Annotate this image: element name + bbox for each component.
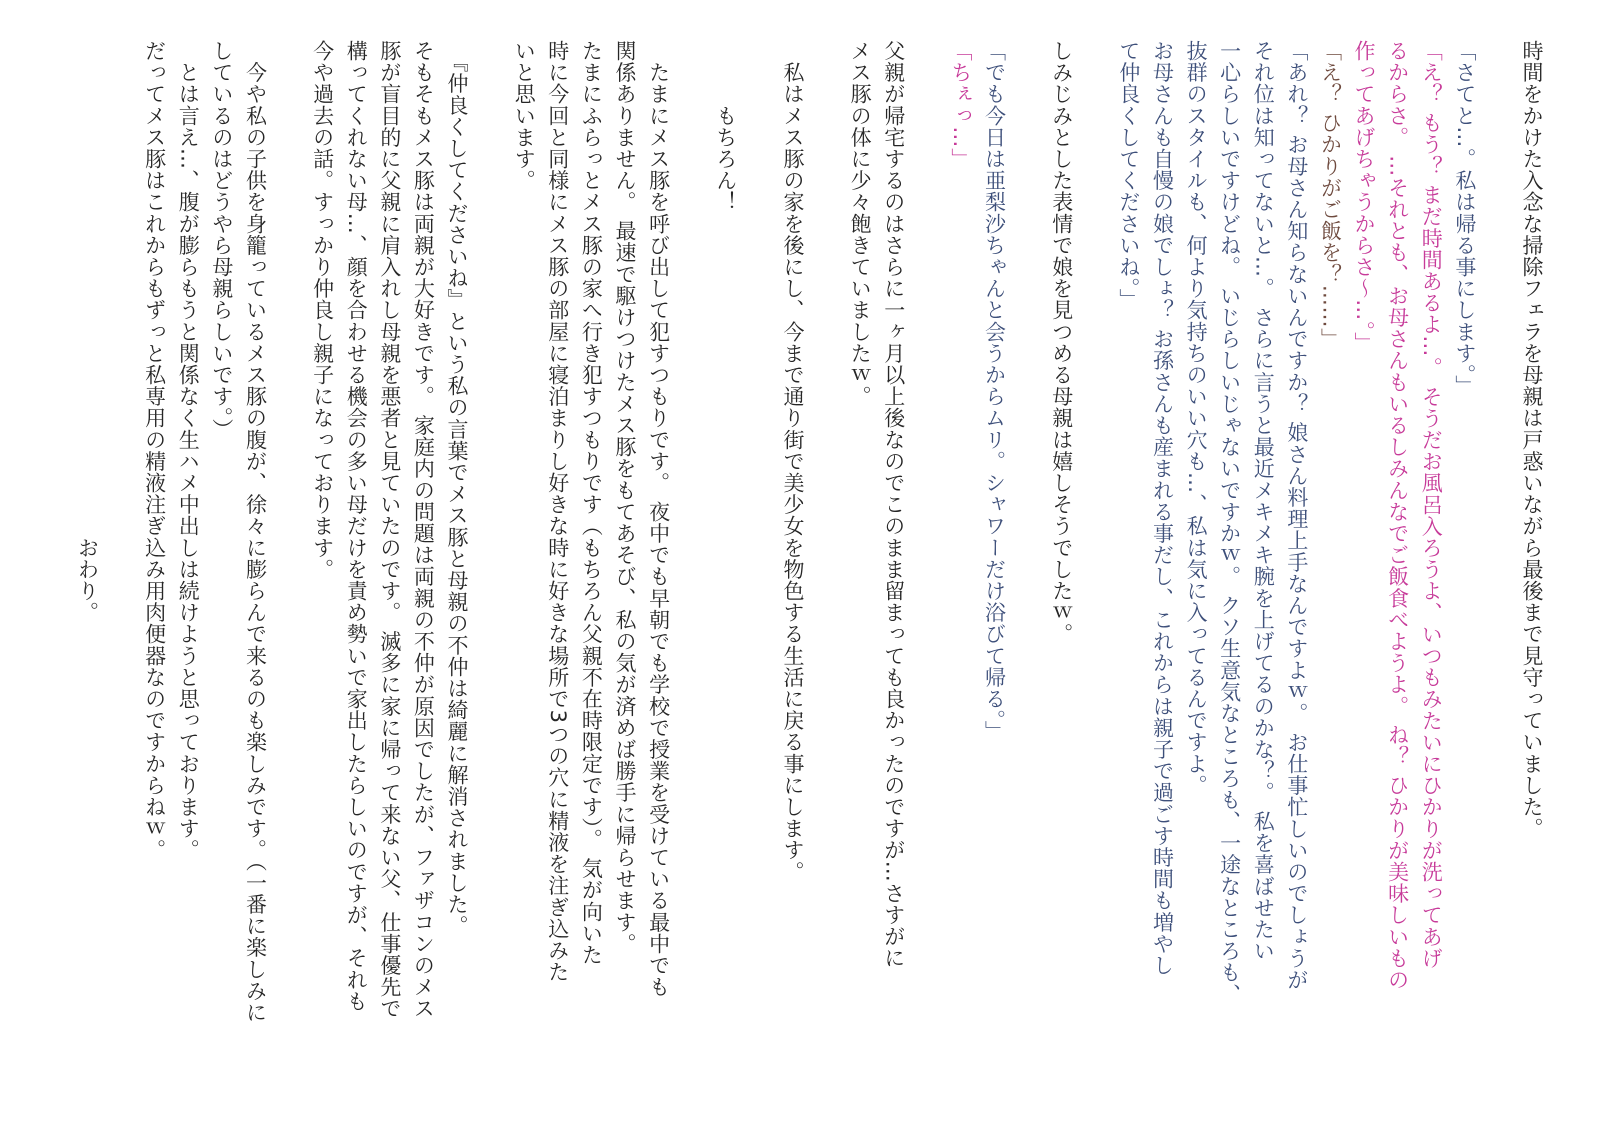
text-line: いと思います。 <box>512 40 537 192</box>
dialogue-line-mother: お母さんも自慢の娘でしょ？ お孫さんも産まれる事だし、これからは親子で過ごす時間も増やし <box>1150 40 1175 977</box>
ending-text: おわり。 <box>75 40 100 624</box>
text-line: そもそもメス豚は両親が大好きです。 家庭内の問題は両親の不仲が原因でしたが、ファザコンのメス <box>411 40 436 1020</box>
blank-line <box>271 40 305 1100</box>
text-line: たまにメス豚を呼び出して犯すつもりです。 夜中でも早朝でも学校で授業を受けている最中でも <box>646 40 671 998</box>
text-line: しみじみとした表情で娘を見つめる母親は嬉しそうでしたｗ。 <box>1049 40 1074 645</box>
text-line: 今や私の子供を身籠っているメス豚の腹が、徐々に膨らんで来るのも楽しみです。（一番に楽しみに <box>243 40 268 1024</box>
text-line: 父親が帰宅するのはさらに一ヶ月以上後なのでこのまま留まっても良かったのですが…さすがに <box>881 40 906 969</box>
text-line: 豚が盲目的に父親に肩入れし母親を悪者と見ていたのです。 滅多に家に帰って来ない父、仕事優先で <box>377 40 402 1020</box>
dialogue-line-daughter: 「え？ もう？ まだ時間あるよ…。 そうだお風呂入ろうよ、いつもみたいにひかりが洗ってあげ <box>1419 40 1444 970</box>
text-line: 時間をかけた入念な掃除フェラを母親は戸惑いながら最後まで見守っていました。 <box>1520 40 1544 840</box>
dialogue-line-mother: 抜群のスタイルも、何より気持ちのいい穴も…、私は気に入ってるんですよ。 <box>1184 40 1209 796</box>
blank-line <box>1011 40 1045 1100</box>
dialogue-line-mother: 一心らしいですけどね。 いじらしいじゃないですかｗ。 クソ生意気なところも、一途なところも、 <box>1217 40 1242 1005</box>
blank-line <box>1078 40 1112 1100</box>
text-line: たまにふらっとメス豚の家へ行き犯すつもりです（もちろん父親不在時限定です）。 気が向いた <box>579 40 604 966</box>
dialogue-line-mother: て仲良くしてくださいね。」 <box>1116 40 1141 311</box>
blank-line <box>742 40 776 1100</box>
dialogue-line-mother: 「でも今日は亜梨沙ちゃんと会うからムリ。シャワーだけ浴びて帰る。」 <box>982 40 1007 743</box>
dialogue-line-mother: 「さてと…。私は帰る事にします。」 <box>1452 40 1477 397</box>
text-line: メス豚の体に少々飽きていましたｗ。 <box>848 40 873 408</box>
text-line: 構ってくれない母…、顔を合わせる機会の多い母だけを責め勢いで家出したらしいのですが、それも <box>344 40 369 1012</box>
dialogue-line-daughter: るからさ。 …それとも、お母さんもいるしみんなでご飯食べようよ。 ね？ ひかりが美味しいもの <box>1385 40 1410 991</box>
blank-line <box>103 40 137 1100</box>
blank-line <box>675 40 709 1100</box>
text-line: もちろん！ <box>713 40 738 213</box>
text-line: 『仲良くしてくださいね』という私の言葉でメス豚と母親の不仲は綺麗に解消されました。 <box>445 40 469 937</box>
dialogue-line-daughter: 「ちぇっ…」 <box>948 40 973 170</box>
text-line: 私はメス豚の家を後にし、今まで通り街で美少女を物色する生活に戻る事にします。 <box>780 40 805 883</box>
dialogue-line-mother: 「あれ？ お母さん知らないんですか？ 娘さん料理上手なんですよｗ。 お仕事忙しいのでしょうが <box>1284 40 1309 991</box>
dialogue-line-reply: 「え？ ひかりがご飯を？……」 <box>1318 40 1343 350</box>
vertical-text-body <box>70 40 1548 1100</box>
blank-line <box>910 40 944 1100</box>
text-line: 今や過去の話。すっかり仲良し親子になっております。 <box>310 40 335 580</box>
text-line: しているのはどうやら母親らしいです。） <box>209 40 234 440</box>
blank-line <box>473 40 507 1100</box>
dialogue-line-mother: それ位は知ってないと…。 さらに言うと最近メキメキ腕を上げてるのかな？。 私を喜ばせたい <box>1251 40 1276 962</box>
text-line: 時に今回と同様にメス豚の部屋に寝泊まりし好きな時に好きな場所で3つの穴に精液を注ぎ込みた <box>545 40 570 983</box>
text-line: だってメス豚はこれからもずっと私専用の精液注ぎ込み用肉便器なのですからねｗ。 <box>142 40 167 861</box>
dialogue-line-daughter: 作ってあげちゃうからさ〜…。」 <box>1352 40 1377 354</box>
blank-line <box>809 40 843 1100</box>
text-line: 関係ありません。 最速で駆けつけたメス豚をもてあそび、私の気が済めば勝手に帰らせます。 <box>612 40 637 955</box>
text-line: とは言え…、腹が膨らもうと関係なく生ハメ中出しは続けようと思っております。 <box>176 40 201 861</box>
blank-line <box>1481 40 1515 1100</box>
